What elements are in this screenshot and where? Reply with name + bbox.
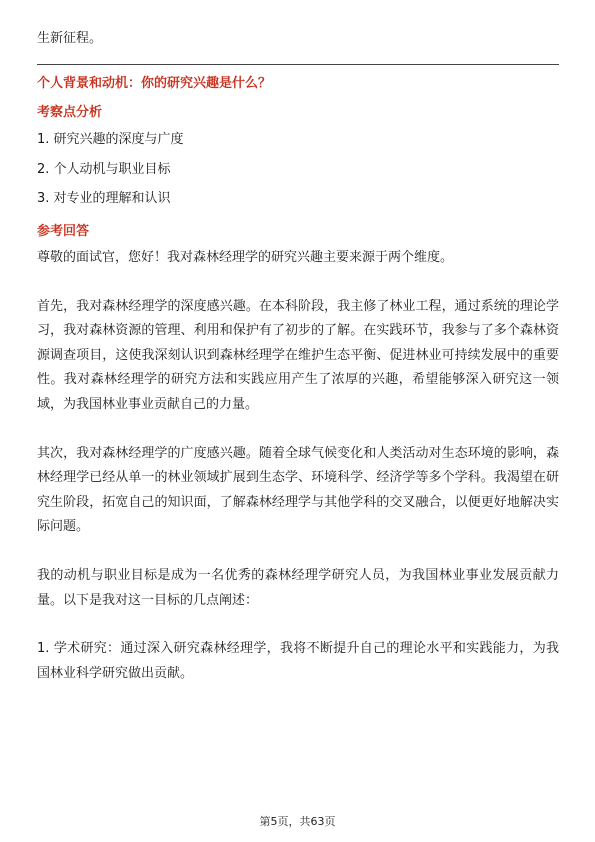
continuation-text: 生新征程。 bbox=[37, 31, 103, 46]
paragraph-gap bbox=[37, 540, 559, 564]
answer-paragraph: 尊敬的面试官，您好！我对森林经理学的研究兴趣主要来源于两个维度。 bbox=[37, 250, 454, 265]
answer-heading: 参考回答 bbox=[37, 224, 90, 239]
paragraph-gap bbox=[37, 271, 559, 295]
answer-paragraph: 我的动机与职业目标是成为一名优秀的森林经理学研究人员，为我国林业事业发展贡献力量。以下是我对这一目标的几点阐述： bbox=[37, 567, 559, 608]
answer-paragraph: 首先，我对森林经理学的深度感兴趣。在本科阶段，我主修了林业工程，通过系统的理论学习，我对森林资源的管理、利用和保护有了初步的了解。在实践环节，我参与了多个森林资源调查项目，这使我深刻认识到森林经理学在维护生态平衡、促进林业可持续发展中的重要性。我对森林经理学的研究方法和实践应用产生了浓厚的兴趣，希望能够深入研究这一领域，为我国林业事业贡献自己的力量。 bbox=[37, 298, 559, 412]
answer-paragraph: 其次，我对森林经理学的广度感兴趣。随着全球气候变化和人类活动对生态环境的影响，森林经理学已经从单一的林业领域扩展到生态学、环境科学、经济学等多个学科。我渴望在研究生阶段，拓宽自己的知识面，了解森林经理学与其他学科的交叉融合，以便更好地解决实际问题。 bbox=[37, 445, 559, 535]
answer-paragraph: 1. 学术研究：通过深入研究森林经理学，我将不断提升自己的理论水平和实践能力，为我国林业科学研究做出贡献。 bbox=[37, 641, 559, 681]
page-number-footer: 第5页，共63页 bbox=[259, 815, 336, 828]
list-item: 2. 个人动机与职业目标 bbox=[37, 161, 171, 177]
paragraph-gap bbox=[37, 418, 559, 442]
question-title: 个人背景和动机：你的研究兴趣是什么？ bbox=[37, 76, 272, 91]
list-item: 3. 对专业的理解和认识 bbox=[37, 191, 171, 206]
points-heading: 考察点分析 bbox=[37, 105, 103, 120]
list-item: 1. 研究兴趣的深度与广度 bbox=[37, 132, 184, 147]
answer-body bbox=[37, 246, 559, 686]
points-list bbox=[37, 130, 184, 219]
section-divider bbox=[37, 64, 559, 65]
paragraph-gap bbox=[37, 613, 559, 637]
